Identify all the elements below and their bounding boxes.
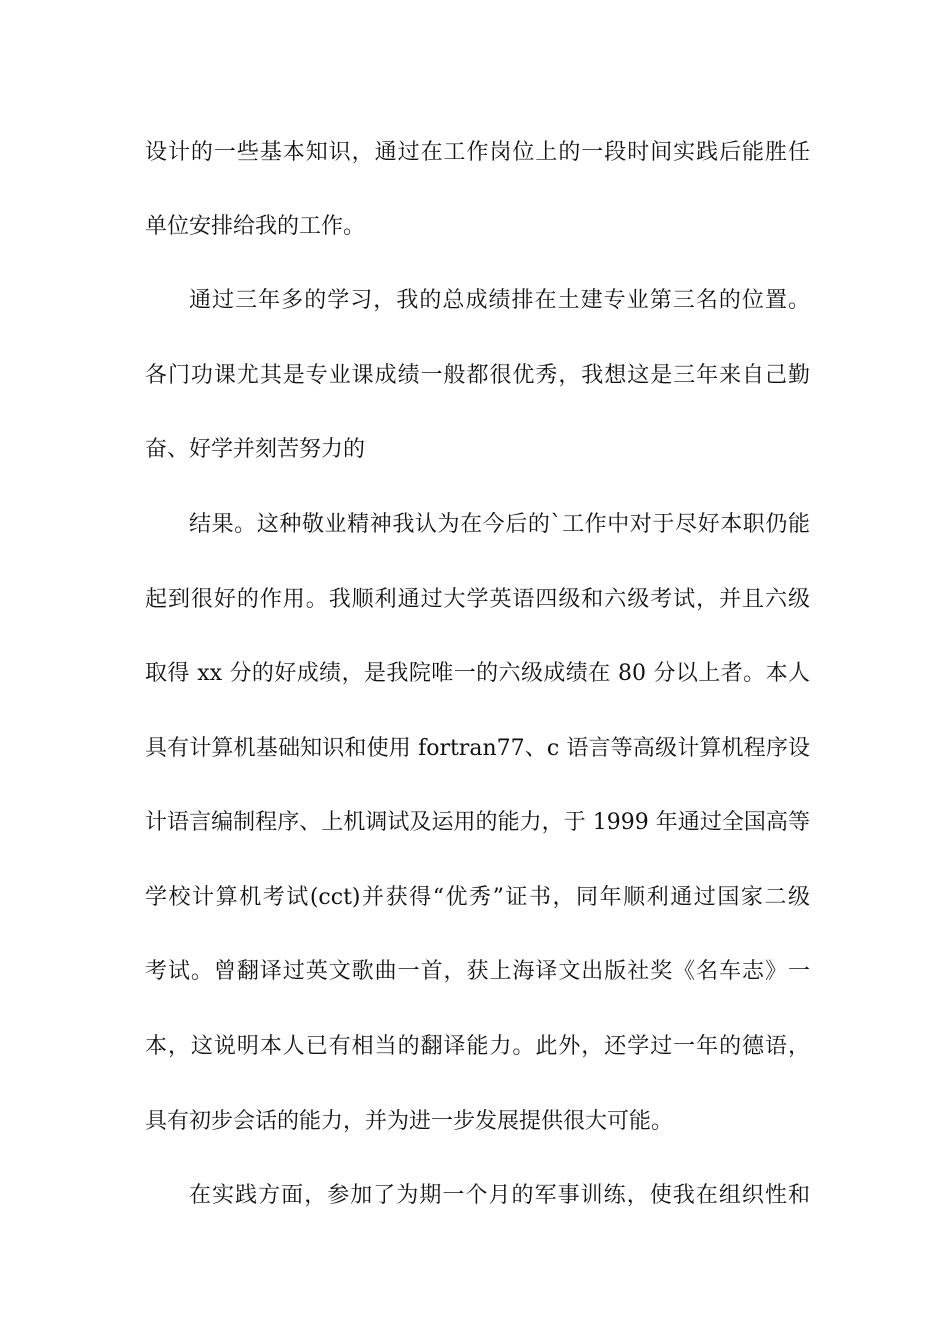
text-line-6: 结果。这种敬业精神我认为在今后的`工作中对于尽好本职仍能 — [189, 512, 810, 537]
text-line-12: 考试。曾翻译过英文歌曲一首，获上海译文出版社奖《名车志》一 — [145, 959, 810, 984]
text-line-3: 通过三年多的学习，我的总成绩排在土建专业第三名的位置。 — [189, 288, 810, 313]
text-line-5: 奋、好学并刻苦努力的 — [145, 437, 366, 462]
text-line-13: 本，这说明本人已有相当的翻译能力。此外，还学过一年的德语， — [145, 1034, 810, 1059]
text-line-15: 在实践方面，参加了为期一个月的军事训练，使我在组织性和 — [189, 1183, 810, 1208]
text-line-2: 单位安排给我的工作。 — [145, 214, 366, 239]
text-line-9: 具有计算机基础知识和使用 fortran77、c 语言等高级计算机程序设 — [145, 736, 810, 761]
text-line-7: 起到很好的作用。我顺利通过大学英语四级和六级考试，并且六级 — [145, 587, 810, 612]
text-line-11: 学校计算机考试(cct)并获得“优秀”证书，同年顺利通过国家二级 — [145, 885, 810, 910]
text-line-1: 设计的一些基本知识，通过在工作岗位上的一段时间实践后能胜任 — [145, 140, 810, 165]
text-line-10: 计语言编制程序、上机调试及运用的能力，于 1999 年通过全国高等 — [145, 810, 810, 835]
text-line-8: 取得 xx 分的好成绩，是我院唯一的六级成绩在 80 分以上者。本人 — [145, 661, 810, 686]
text-line-14: 具有初步会话的能力，并为进一步发展提供很大可能。 — [145, 1109, 674, 1134]
text-line-4: 各门功课尤其是专业课成绩一般都很优秀，我想这是三年来自己勤 — [145, 363, 810, 388]
